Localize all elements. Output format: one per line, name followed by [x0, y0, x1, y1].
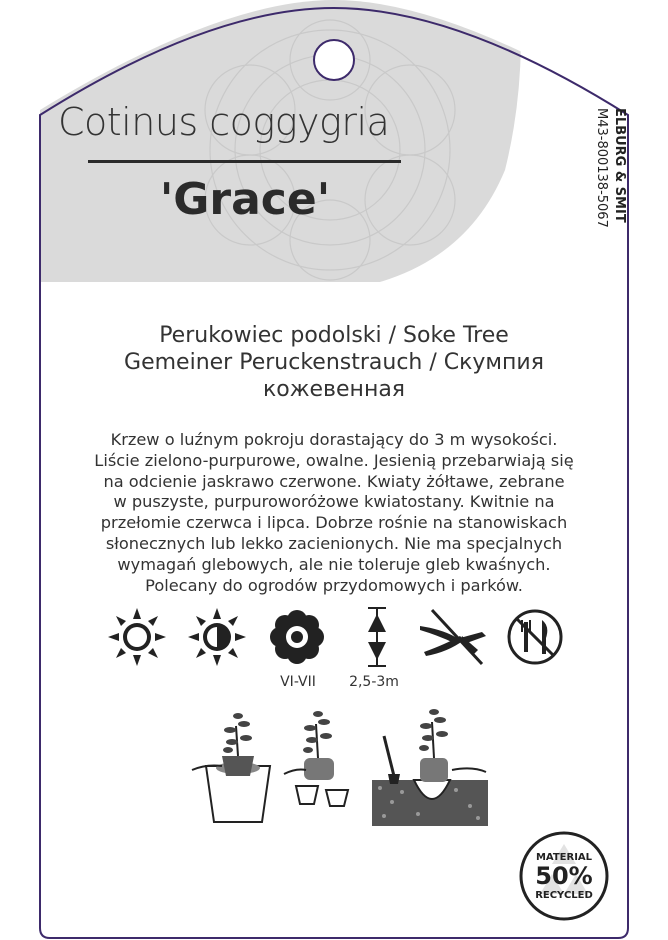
- description-line: wymagań glebowych, ale nie toleruje gleb kwaśnych.: [117, 554, 551, 574]
- badge-bottom-text: RECYCLED: [535, 890, 593, 901]
- description-line: przełomie czerwca i lipca. Dobrze rośnie na stanowiskach: [100, 513, 568, 533]
- half-shade-icon: [186, 606, 248, 668]
- description-line: Krzew o luźnym pokroju dorastający do 3 m wysokości.: [110, 430, 558, 449]
- description-line: Liście zielono-purpurowe, owalne. Jesienią przebarwiają się: [94, 450, 574, 470]
- not-edible-icon: [504, 606, 566, 668]
- latin-name: Cotinus coggygria: [58, 100, 390, 144]
- plant-in-hole-step: [372, 709, 488, 826]
- care-icons: [100, 606, 570, 676]
- badge-top-text: MATERIAL: [535, 852, 593, 863]
- cultivar-name: 'Grace': [159, 174, 331, 225]
- description-line: Polecany do ogrodów przydomowych i parków.: [145, 575, 523, 595]
- hanging-hole: [313, 39, 355, 81]
- pruning-shears-icon: [416, 606, 492, 668]
- side-brand: [588, 108, 627, 348]
- full-sun-icon: [106, 606, 168, 668]
- common-name-line: кожевенная: [262, 377, 406, 402]
- remove-pot-step: [284, 711, 348, 806]
- description-line: na odcienie jaskrawo czerwone. Kwiaty żółtawe, zebrane: [103, 471, 565, 491]
- height-range: 2,5-3m: [349, 674, 399, 690]
- recycled-badge: [518, 830, 610, 922]
- common-name-line: Perukowiec podolski / Soke Tree: [159, 323, 509, 348]
- flower-icon: [266, 606, 328, 668]
- soak-pot-step: [192, 713, 270, 822]
- height-icon: [346, 606, 408, 668]
- planting-steps-illustration: [188, 706, 488, 826]
- common-name-line: Gemeiner Peruckenstrauch / Скумпия: [124, 350, 544, 375]
- title-divider: [88, 160, 401, 163]
- badge-percent-text: 50%: [535, 862, 593, 890]
- brand-name: ELBURG & SMIT: [612, 108, 627, 223]
- description-line: słonecznych lub lekko zacienionych. Nie ma specjalnych: [105, 533, 563, 553]
- flowering-period: VI-VII: [280, 674, 316, 690]
- description: [66, 430, 602, 596]
- common-names: [60, 322, 608, 403]
- description-line: w puszyste, purpuroworóżowe kwiatostany. Kwitnie na: [113, 492, 555, 512]
- product-code: M43-800138-5067: [594, 108, 609, 228]
